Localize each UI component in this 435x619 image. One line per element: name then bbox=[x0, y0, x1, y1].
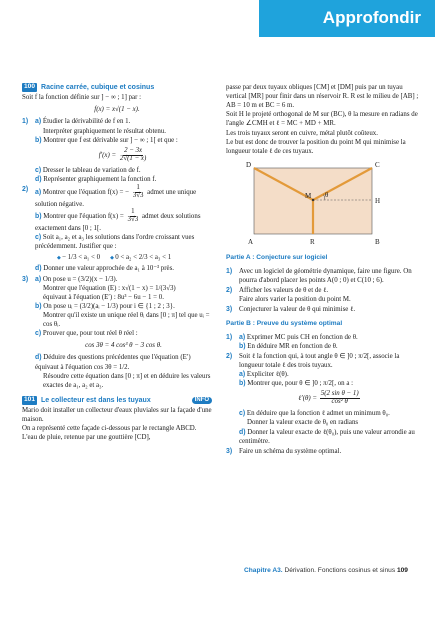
trig-identity: cos 3θ = 4 cos³ θ − 3 cos θ. bbox=[85, 342, 162, 350]
exercise-title: Racine carrée, cubique et cosinus bbox=[41, 84, 155, 91]
label-r: R bbox=[310, 237, 315, 246]
question-3: 3) a) On pose u = (3/2)(x − 1/3). Montrer que l'équation (E) : x√(1 − x) = 1/(3√3) équivaut à l'équation (E′) : 8u³ − 6u − 1 = 0. b) On pose uᵢ = (3/2)(aᵢ − 1/3) pour i ∈ {1 ; 2 ; 3}. Montrer qu'il existe un unique réel θᵢ dans [0 ; π] tel que uᵢ = cos θᵢ. c) Prouver que, pour tout réel θ réel : cos 3θ = 4 cos³ θ − 3 cos θ. d) Déduire des questions précédentes que l'équation (E′) équivaut à l'équation cos 3θ = 1/2. Résoudre cette équation dans [0 ; π] et en déduire les valeurs exactes de a₁, a₂ et a₃. bbox=[22, 275, 211, 389]
derivative-formula: f′(x) = $\frac{2 - 3x}{2√(1 - x)}$ bbox=[98, 146, 147, 162]
section-title: Approfondir bbox=[322, 8, 421, 27]
label-c: C bbox=[375, 160, 380, 169]
exercise-101-header bbox=[22, 396, 212, 405]
function-definition: f(x) = x√(1 − x). bbox=[94, 106, 140, 114]
part-a-title: Partie A : Conjecture sur logiciel bbox=[226, 253, 328, 261]
label-theta: θ bbox=[325, 190, 329, 199]
part-b-title: Partie B : Preuve du système optimal bbox=[226, 320, 343, 328]
label-m: M bbox=[305, 191, 312, 200]
ell-derivative-formula: ℓ′(θ) = $\frac{\text{5(2 sin θ − 1)}}{\text{cos² θ}}$ bbox=[298, 390, 359, 406]
footer-chapter: Chapitre A3. bbox=[244, 567, 283, 574]
footer-title: Dérivation. Fonctions cosinus et sinus bbox=[284, 567, 396, 574]
left-column: 100 Racine carrée, cubique et cosinus Soit f la fonction définie sur ] − ∞ ; 1] par : f(x) = x√(1 − x). 1) a) Étudier la dérivabilité de f en 1. Interpréter graphiquement le résultat obtenu. b) Montrer que f est dérivable sur ] − ∞ ; 1[ et que : f′(x) = $\frac{2 - 3x}{2√(1 - x)}$ c) Dresser le tableau de variation de f. d) Représenter graphiquement la fonction f. 2) a) Montrer que l'équation f(x) = − $\frac{1}{3√3}$ admet une unique solution négative. b) Montrer que l'équation f(x) = $\frac{1}{3√3}$ admet deux solutions exactement dans [0 ; 1[. c) Soit a₁, a₂ et a₃ les solutions dans l'ordre croissant vues précédemment. Justifier que : ◆ − 1/3 < a₁ < 0 ◆ 0 < a₂ < 2/3 < a₃ < 1 d) Donner une valeur approchée de a₁ à 10⁻³ près. 3) a) On pose u = (3/2)(x − 1/3). Montrer que l'équation (E) : x√(1 − x) = 1/(3√3) équivaut à l'équation (E′) : 8u³ − 6u − 1 = 0. b) On pose uᵢ = (3/2)(aᵢ − 1/3) pour i ∈ {1 ; 2 ; 3}. Montrer qu'il existe un unique réel θᵢ dans [0 ; π] tel que uᵢ = cos θᵢ. c) Prouver que, pour tout réel θ réel : cos 3θ = 4 cos³ θ − 3 cos θ. d) Déduire des questions précédentes que l'équation (E′) équivaut à l'équation cos 3θ = 1/2. Résoudre cette équation dans [0 ; π] et en déduire les valeurs exactes de a₁, a₂ et a₃. 101 Le collecteur est dans les tuyaux INFO Mario doit installer un collecteur d'eaux pluviales sur la façade d'une maison. On a représenté cette façade ci-dessous par le rectangle ABCD. L'eau de pluie, retenue par une gouttière [CD], bbox=[22, 83, 212, 443]
point-m bbox=[312, 199, 314, 201]
right-column: passe par deux tuyaux obliques [CM] et [DM] puis par un tuyau vertical [MR] pour finir dans un réservoir R. R est le milieu de [AB] ; AB = 10 m et BC = 6 m. Soit H le projeté orthogonal de M sur (BC), θ la mesure en radians de l'angle ∠CMH et ℓ = MC + MD + MR. Les trois tuyaux seront en cuivre, métal plutôt coûteux. Le but est donc de trouver la position du point M qui minimise la longueur totale ℓ de ces tuyaux. D C M θ H A R B Partie A : Conjecture sur logiciel 1) Avec un logiciel de géométrie dynamique, faire une figure. On pourra d'abord placer les points A(0 ; 0) et C(10 ; 6). 2) Afficher les valeurs de θ et de ℓ. Faire alors varier la position du point M. 3) Conjecturer la valeur de θ qui minimise ℓ. Partie B : Preuve du système optimal 1) a) Exprimer MC puis CH en fonction de θ. b) En déduire MR en fonction de θ. 2) Soit ℓ la fonction qui, à tout angle θ ∈ ]0 ; π/2[, associe la longueur totale ℓ des trois tuyaux. a) Expliciter ℓ(θ). b) Montrer que, pour θ ∈ ]0 ; π/2[, on a : ℓ′(θ) = $\frac{\text{5(2 sin θ − 1)}}{\text{cos² θ}}$ c) En déduire que la fonction ℓ admet un minimum θ₀. Donner la valeur exacte de θ₀ en radians d) Donner la valeur exacte de ℓ(θ₀), puis une valeur arrondie au centimètre. 3) Faire un schéma du système optimal. bbox=[226, 84, 419, 455]
info-badge: INFO bbox=[192, 397, 212, 405]
label-a: A bbox=[248, 237, 254, 246]
inequalities: ◆ − 1/3 < a₁ < 0 ◆ 0 < a₂ < 2/3 < a₃ < 1 bbox=[35, 253, 212, 263]
question-2: 2) a) Montrer que l'équation f(x) = − $\frac{1}{3√3}$ admet une unique solution négative. b) Montrer que l'équation f(x) = $\frac{1}{3√3}$ admet deux solutions exactement dans [0 ; 1[. c) Soit a₁, a₂ et a₃ les solutions dans l'ordre croissant vues précédemment. Justifier que : ◆ − 1/3 < a₁ < 0 ◆ 0 < a₂ < 2/3 < a₃ < 1 d) Donner une valeur approchée de a₁ à 10⁻³ près. bbox=[22, 185, 212, 274]
page-footer bbox=[244, 567, 408, 576]
exercise-intro: Soit f la fonction définie sur ] − ∞ ; 1] par : bbox=[22, 94, 142, 102]
page-number: 109 bbox=[396, 567, 408, 574]
label-d: D bbox=[246, 160, 252, 169]
section-banner bbox=[259, 0, 435, 37]
label-b: B bbox=[375, 237, 380, 246]
exercise-number: 100 bbox=[24, 83, 36, 91]
exercise-number: 101 bbox=[24, 396, 36, 404]
facade-figure bbox=[240, 160, 390, 248]
question-1: 1) a) Étudier la dérivabilité de f en 1. Interpréter graphiquement le résultat obtenu. b) Montrer que f est dérivable sur ] − ∞ ; 1[ et que : f′(x) = $\frac{2 - 3x}{2√(1 - x)}$ c) Dresser le tableau de variation de f. d) Représenter graphiquement la fonction f. bbox=[22, 117, 212, 183]
label-h: H bbox=[375, 196, 381, 205]
exercise-100-header bbox=[22, 83, 212, 92]
exercise-title: Le collecteur est dans les tuyaux bbox=[41, 396, 151, 404]
